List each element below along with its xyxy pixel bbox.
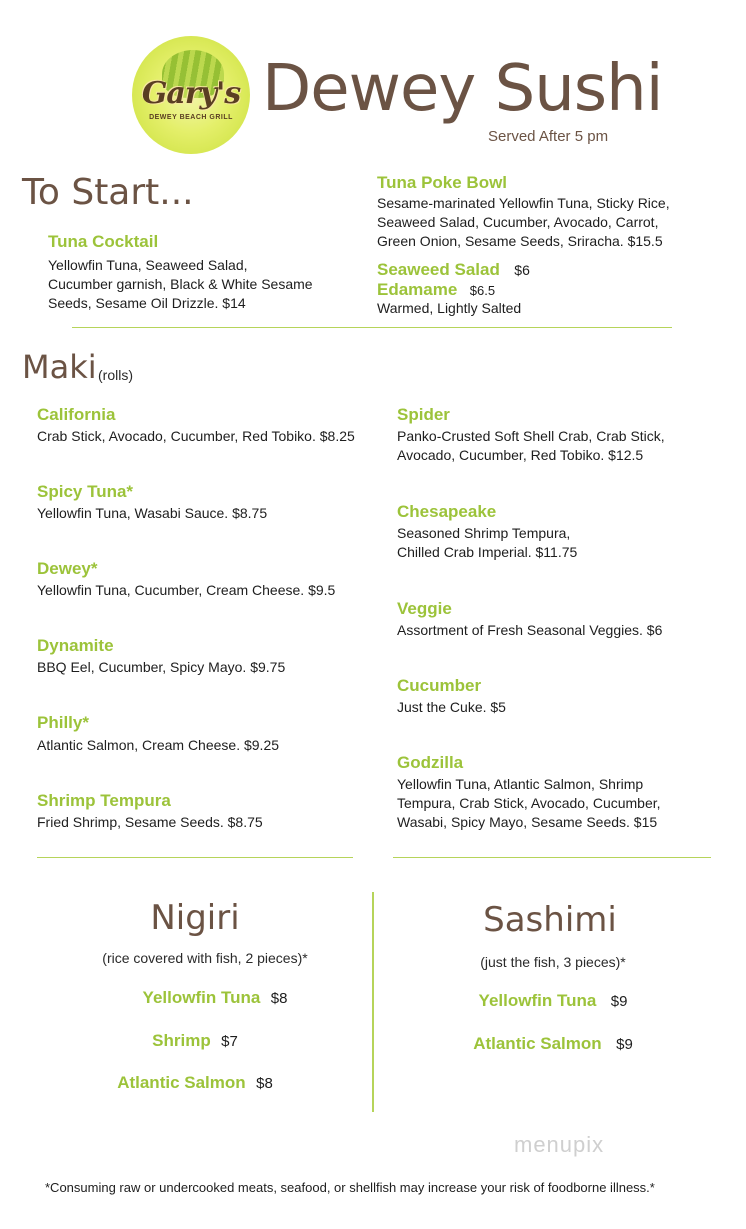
dynamite-desc: BBQ Eel, Cucumber, Spicy Mayo. $9.75 [37,659,286,675]
spicy-tuna-desc: Yellowfin Tuna, Wasabi Sauce. $8.75 [37,505,268,521]
philly-desc: Atlantic Salmon, Cream Cheese. $9.25 [37,737,280,753]
godzilla-desc: Yellowfin Tuna, Atlantic Salmon, Shrimp Tempura, Crab Stick, Avocado, Cucumber, Wasabi, Spicy Mayo, Sesame Seeds. $15 [397,776,661,830]
philly-name: Philly* [37,713,89,732]
california-name: California [37,405,116,424]
chesapeake-desc: Seasoned Shrimp Tempura, Chilled Crab Imperial. $11.75 [397,525,578,560]
california-desc: Crab Stick, Avocado, Cucumber, Red Tobiko. $8.25 [37,428,355,444]
watermark: menupix [514,1132,605,1157]
maki-note: (rolls) [98,367,133,383]
shrimp-tempura-name: Shrimp Tempura [37,791,171,810]
spicy-tuna-name: Spicy Tuna* [37,482,134,501]
dynamite-name: Dynamite [37,636,114,655]
sashimi-heading: Sashimi [483,900,617,940]
page-title: Dewey Sushi [262,52,663,126]
divider-to-start [72,327,672,328]
nigiri-heading: Nigiri [150,898,240,938]
veggie-desc: Assortment of Fresh Seasonal Veggies. $6 [397,622,663,638]
nigiri-item: Atlantic Salmon $8 [117,1073,273,1092]
seaweed-salad-price: $6 [514,262,530,278]
sashimi-item: Atlantic Salmon $9 [473,1034,633,1053]
edamame-name: Edamame [377,280,458,299]
vertical-divider [372,892,374,1112]
spider-desc: Panko-Crusted Soft Shell Crab, Crab Stick, Avocado, Cucumber, Red Tobiko. $12.5 [397,428,665,463]
tuna-cocktail-desc: Yellowfin Tuna, Seaweed Salad, Cucumber garnish, Black & White Sesame Seeds, Sesame Oil Drizzle. $14 [48,257,313,311]
chesapeake-name: Chesapeake [397,502,497,521]
dewey-name: Dewey* [37,559,98,578]
seaweed-salad-name: Seaweed Salad [377,260,500,279]
divider-maki-right [393,857,711,858]
edamame-desc: Warmed, Lightly Salted [377,300,522,316]
served-time: Served After 5 pm [488,128,609,145]
dewey-desc: Yellowfin Tuna, Cucumber, Cream Cheese. $9.5 [37,582,336,598]
logo-name: Gary's [141,76,241,111]
nigiri-item: Yellowfin Tuna $8 [142,988,288,1007]
sashimi-note: (just the fish, 3 pieces)* [480,954,626,970]
allergy-disclaimer: *Consuming raw or undercooked meats, seafood, or shellfish may increase your risk of foodborne illness.* [45,1180,655,1195]
tuna-poke-bowl-name: Tuna Poke Bowl [377,173,508,192]
seaweed-salad-row [377,260,530,280]
nigiri-item: Shrimp $7 [152,1031,238,1050]
maki-heading: Maki [22,348,97,386]
spider-name: Spider [397,405,450,424]
to-start-heading: To Start... [22,172,194,213]
cucumber-desc: Just the Cuke. $5 [397,699,506,715]
restaurant-logo [132,36,250,154]
edamame-price: $6.5 [469,283,496,298]
cucumber-name: Cucumber [397,676,482,695]
edamame-row [377,280,495,300]
godzilla-name: Godzilla [397,753,464,772]
tuna-cocktail-name: Tuna Cocktail [48,232,159,251]
sashimi-item: Yellowfin Tuna $9 [478,991,628,1010]
shrimp-tempura-desc: Fried Shrimp, Sesame Seeds. $8.75 [37,814,263,830]
veggie-name: Veggie [397,599,452,618]
divider-maki-left [37,857,353,858]
nigiri-note: (rice covered with fish, 2 pieces)* [102,950,308,966]
logo-subtitle: DEWEY BEACH GRILL [149,114,233,121]
tuna-poke-bowl-desc: Sesame-marinated Yellowfin Tuna, Sticky Rice, Seaweed Salad, Cucumber, Avocado, Carrot, Green Onion, Sesame Seeds, Sriracha. $15.5 [377,195,670,249]
